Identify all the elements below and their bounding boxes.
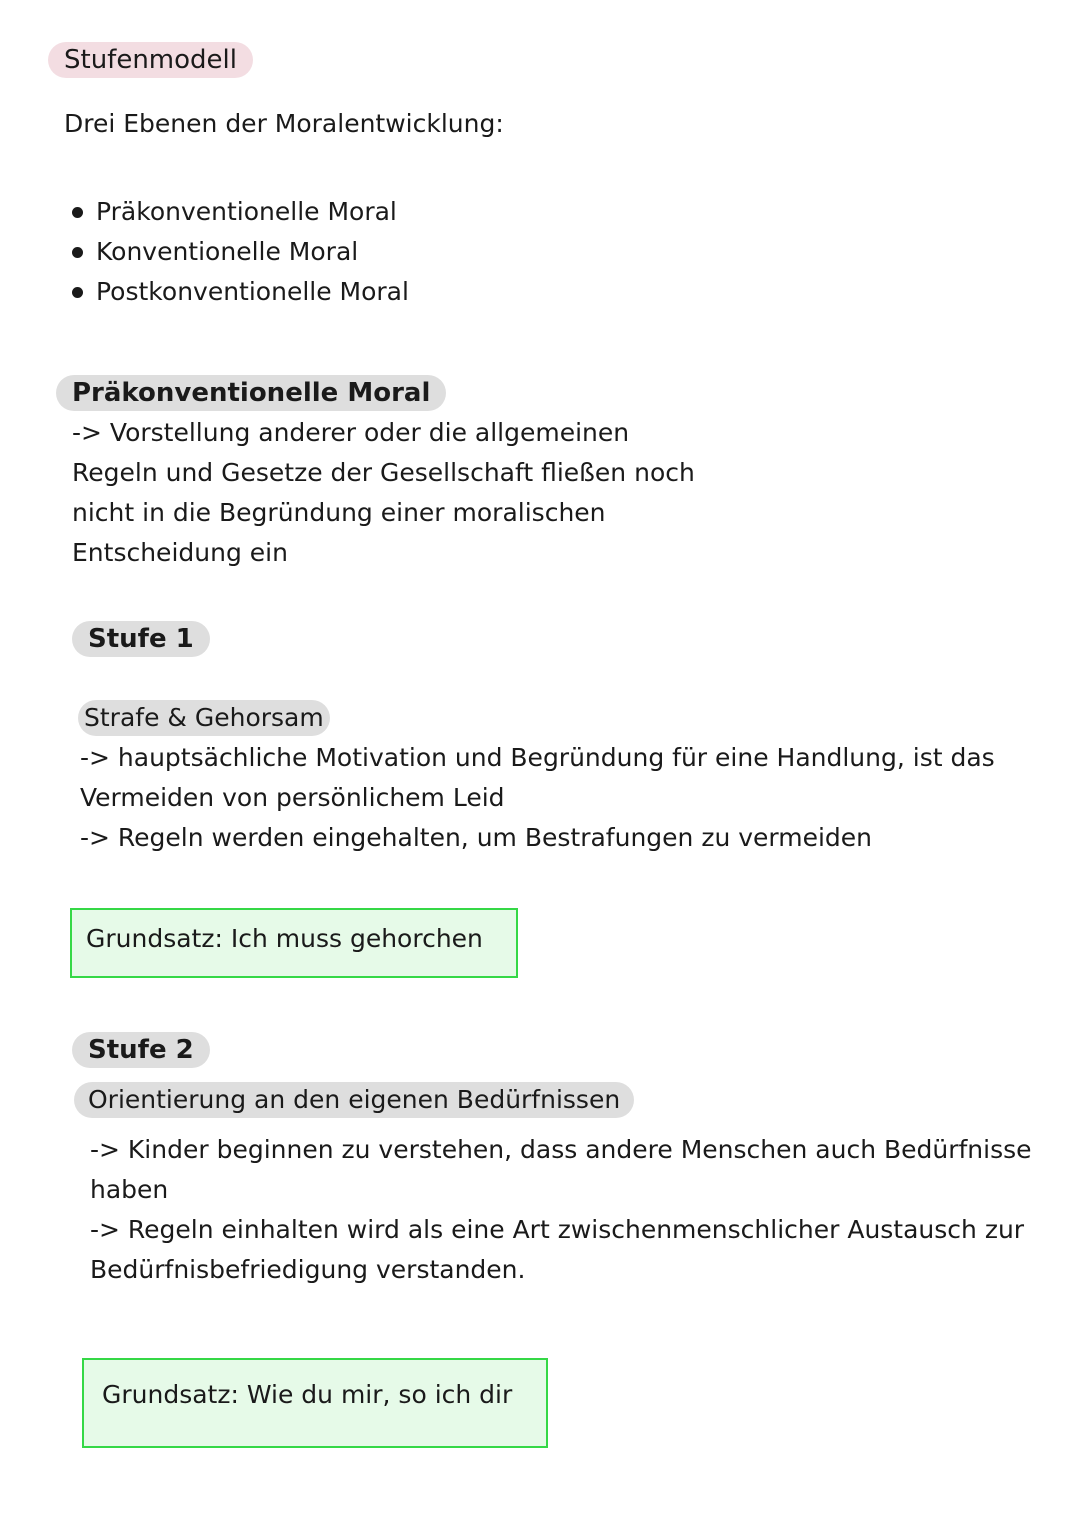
text-line: -> Vorstellung anderer oder die allgemeinen [72, 418, 630, 447]
stufe2-principle: Grundsatz: Wie du mir, so ich dir [102, 1380, 513, 1409]
section-description [72, 413, 695, 573]
levels-list [72, 192, 409, 312]
text-line: -> Regeln werden eingehalten, um Bestrafungen zu vermeiden [80, 823, 873, 852]
text-line: Vermeiden von persönlichem Leid [80, 783, 505, 812]
text-line: -> Regeln einhalten wird als eine Art zwischenmenschlicher Austausch zur [90, 1215, 1025, 1244]
stufe1-description [80, 738, 995, 858]
stufe1-principle: Grundsatz: Ich muss gehorchen [86, 924, 483, 953]
stufe2-subtitle: Orientierung an den eigenen Bedürfnissen [74, 1082, 634, 1118]
text-line: Bedürfnisbefriedigung verstanden. [90, 1255, 526, 1284]
text-line: Regeln und Gesetze der Gesellschaft fließen noch [72, 458, 695, 487]
text-line: Entscheidung ein [72, 538, 288, 567]
text-line: -> hauptsächliche Motivation und Begründung für eine Handlung, ist das [80, 743, 995, 772]
stufe1-subtitle: Strafe & Gehorsam [78, 700, 330, 736]
page-title: Stufenmodell [48, 42, 253, 78]
stufe2-label: Stufe 2 [72, 1032, 210, 1068]
stufe2-principle-box [82, 1358, 548, 1448]
stufe1-label: Stufe 1 [72, 621, 210, 657]
stufe2-description [90, 1130, 1032, 1290]
list-item: Postkonventionelle Moral [72, 272, 409, 312]
text-line: -> Kinder beginnen zu verstehen, dass andere Menschen auch Bedürfnisse [90, 1135, 1032, 1164]
text-line: nicht in die Begründung einer moralischen [72, 498, 606, 527]
list-item: Konventionelle Moral [72, 232, 409, 272]
stufe1-principle-box [70, 908, 518, 978]
list-item: Präkonventionelle Moral [72, 192, 409, 232]
section-heading: Präkonventionelle Moral [56, 375, 446, 411]
intro-text: Drei Ebenen der Moralentwicklung: [64, 109, 504, 138]
text-line: haben [90, 1175, 169, 1204]
